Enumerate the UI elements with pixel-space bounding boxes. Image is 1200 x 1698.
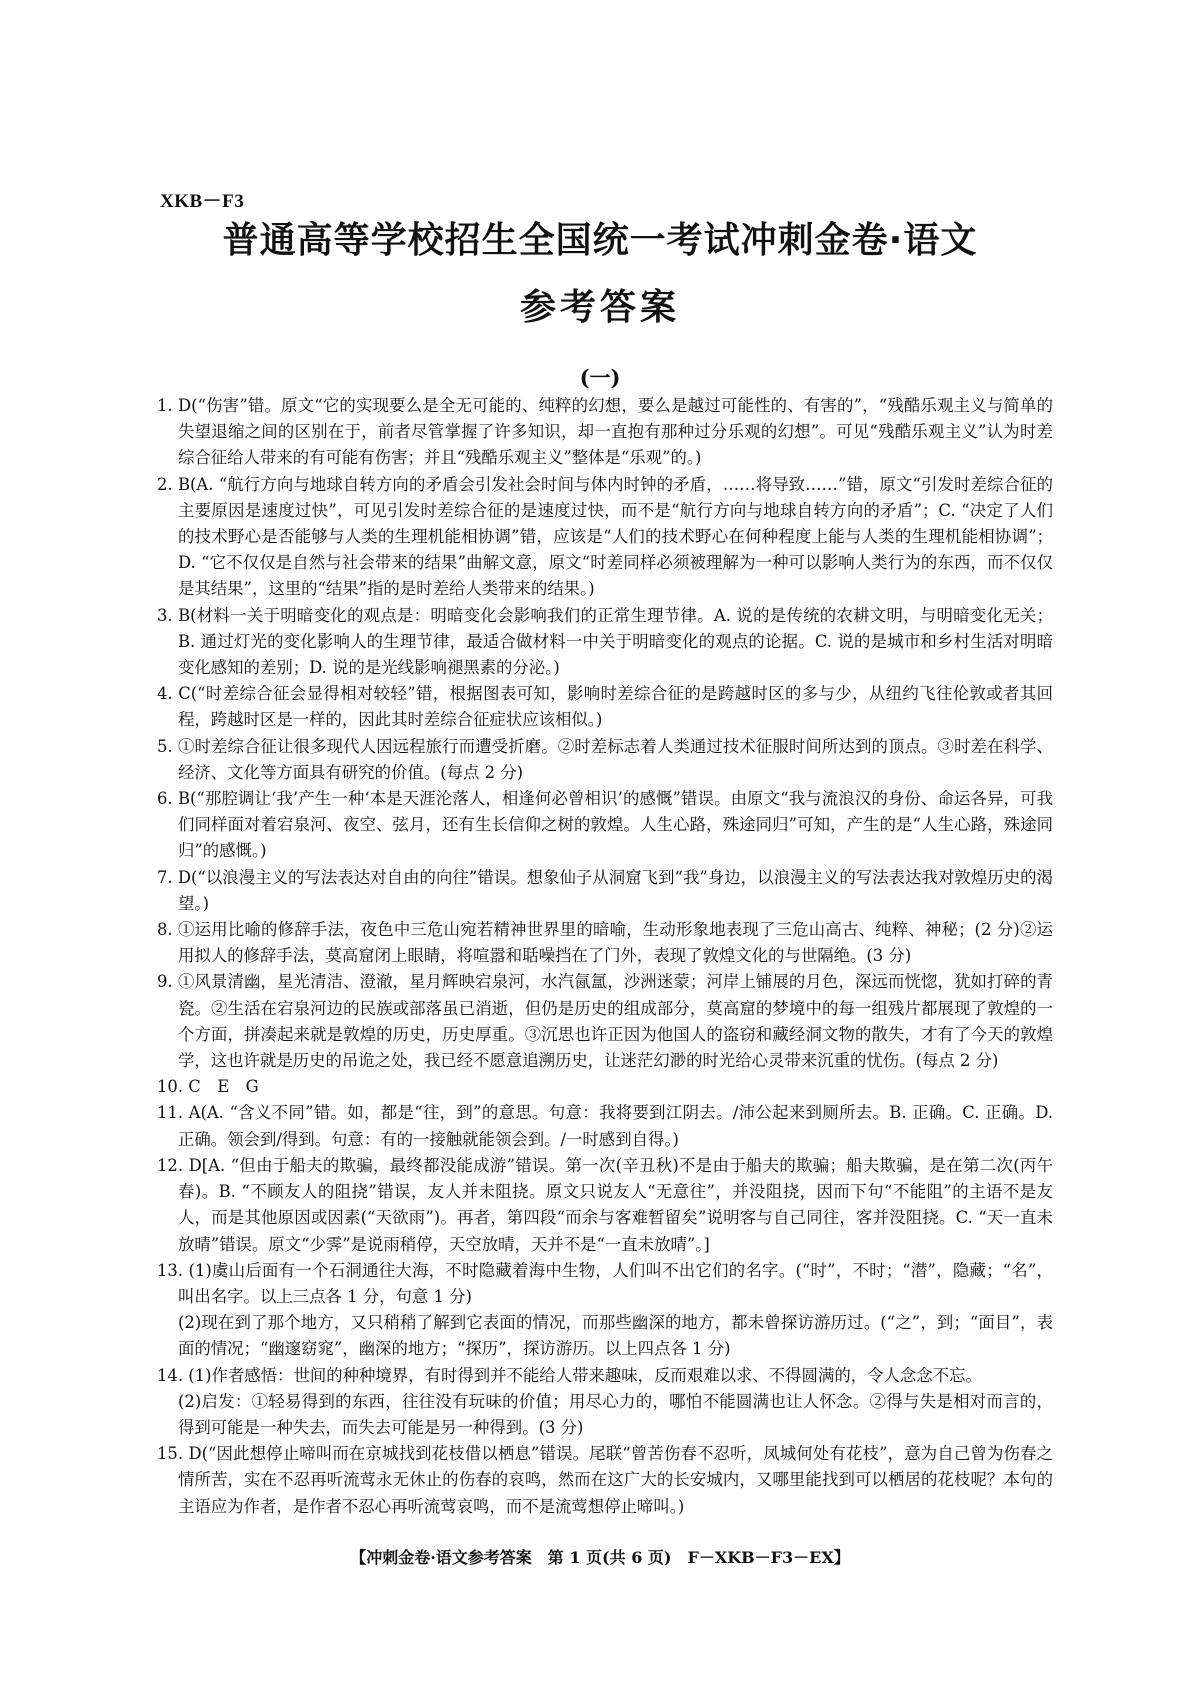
answer-item-4: 4. C(“时差综合征会显得相对较轻”错，根据图表可知，影响时差综合征的是跨越时区的多与少，从纽约飞往伦敦或者其回程，跨越时区是一样的，因此其时差综合征症状应该相似。) — [157, 684, 1053, 730]
answer-item-3: 3. B(材料一关于明暗变化的观点是：明暗变化会影响我们的正常生理节律。A. 说的是传统的农耕文明，与明暗变化无关；B. 通过灯光的变化影响人的生理节律，最适合做材料一中关于明暗变化的观点的论据。C. 说的是城市和乡村生活对明暗变化感知的差别；D. 说的是光线影响褪黑素的分泌。) — [157, 605, 1053, 678]
answer-list — [157, 393, 1053, 1520]
answer-item-11: 11. A(A. “含义不同”错。如，都是“往，到”的意思。句意：我将要到江阴去。/沛公起来到厕所去。B. 正确。C. 正确。D. 正确。领会到/得到。句意：有的一接触就能领会到。/一时感到自得。) — [157, 1103, 1053, 1149]
answer-item-5: 5. ①时差综合征让很多现代人因远程旅行而遭受折磨。②时差标志着人类通过技术征服时间所达到的顶点。③时差在科学、经济、文化等方面具有研究的价值。(每点 2 分) — [157, 736, 1053, 782]
answer-item-13-part-2: (2)现在到了那个地方，又只稍稍了解到它表面的情况，而那些幽深的地方，都未曾探访游历过。(“之”，到；“面目”，表面的情况；“幽邃窈窕”，幽深的地方；“探历”，探访游历。以上四点各 1 分) — [178, 1313, 1053, 1359]
answer-item-2: 2. B(A. “航行方向与地球自转方向的矛盾会引发社会时间与体内时钟的矛盾，……将导致……”错，原文“引发时差综合征的主要原因是速度过快”，可见引发时差综合征的是速度过快，而不是“航行方向与地球自转方向的矛盾”；C. “决定了人们的技术野心是否能够与人类的生理机能相协调”错，应该是“人们的技术野心在何种程度上能与人类的生理机能相协调”；D. “它不仅仅是自然与社会带来的结果”曲解文意，原文“时差同样必须被理解为一种可以影响人类行为的东西，而不仅仅是其结果”，这里的“结果”指的是时差给人类带来的结果。) — [157, 474, 1053, 599]
answer-item-7: 7. D(“以浪漫主义的写法表达对自由的向往”错误。想象仙子从洞窟飞到“我”身边，以浪漫主义的写法表达我对敦煌历史的渴望。) — [157, 867, 1053, 913]
answer-item-14-part-1: 14. (1)作者感悟：世间的种种境界，有时得到并不能给人带来趣味，反而艰难以求、不得圆满的，令人念念不忘。 — [157, 1365, 982, 1385]
answer-item-6: 6. B(“那腔调让‘我’产生一种‘本是天涯沦落人，相逢何必曾相识’的感慨”错误。由原文“我与流浪汉的身份、命运各异，可我们同样面对着宕泉河、夜空、弦月，还有生长信仰之树的敦煌。人生心路，殊途同归”可知，产生的是“人生心路，殊途同归”的感慨。) — [157, 789, 1053, 861]
answer-item-8: 8. ①运用比喻的修辞手法，夜色中三危山宛若精神世界里的暗喻，生动形象地表现了三危山高古、纯粹、神秘；(2 分)②运用拟人的修辞手法，莫高窟闭上眼睛，将喧嚣和聒噪挡在了门外，表现了敦煌文化的与世隔绝。(3 分) — [157, 920, 1053, 966]
answer-item-14-part-2: (2)启发：①轻易得到的东西，往往没有玩味的价值；用尽心力的，哪怕不能圆满也让人怀念。②得与失是相对而言的，得到可能是一种失去，而失去可能是另一种得到。(3 分) — [178, 1391, 1053, 1437]
answer-item-13-part-1: 13. (1)虞山后面有一个石洞通往大海，不时隐藏着海中生物，人们叫不出它们的名字。(“时”，不时；“潜”，隐藏；“名”，叫出名字。以上三点各 1 分，句意 1 分) — [157, 1260, 1053, 1306]
answer-item-1: 1. D(“伤害”错。原文“它的实现要么是全无可能的、纯粹的幻想，要么是越过可能性的、有害的”，“残酷乐观主义与简单的失望退缩之间的区别在于，前者尽管掌握了许多知识，却一直抱有那种过分乐观的幻想”。可见“残酷乐观主义”认为时差综合征给人带来的有可能有伤害；并且“残酷乐观主义”整体是“乐观”的。) — [157, 396, 1053, 468]
answer-item-10: 10. C E G — [157, 1077, 259, 1097]
answer-item-14 — [157, 1363, 1053, 1442]
exam-code: XKB－F3 — [160, 191, 245, 212]
answer-item-12: 12. D[A. “但由于船夫的欺骗，最终都没能成游”错误。第一次(辛丑秋)不是由于船夫的欺骗；船夫欺骗，是在第二次(丙午春)。B. “不顾友人的阻挠”错误，友人并未阻挠。原文只说友人“无意往”，并没阻挠，因而下句“不能阻”的主语不是友人，而是其他原因或因素(“天欲雨”)。再者，第四段“而余与客难暂留矣”说明客与自己同往，客并没阻挠。C. “天一直未放晴”错误。原文“少霁”是说雨稍停，天空放晴，天并不是“一直未放晴”。] — [157, 1155, 1053, 1254]
page-subtitle: 参考答案 — [519, 287, 680, 328]
page-title: 普通高等学校招生全国统一考试冲刺金卷·语文 — [222, 220, 978, 261]
answer-item-15: 15. D(“因此想停止啼叫而在京城找到花枝借以栖息”错误。尾联“曾苦伤春不忍听，凤城何处有花枝”，意为自己曾为伤春之情所苦，实在不忍再听流莺永无休止的伤春的哀鸣，然而在这广大的长安城内，又哪里能找到可以栖居的花枝呢？本句的主语应为作者，是作者不忍心再听流莺哀鸣，而不是流莺想停止啼叫。) — [157, 1444, 1053, 1516]
page-footer: 【冲刺金卷·语文参考答案 第 1 页(共 6 页) F－XKB－F3－EX】 — [350, 1548, 850, 1567]
answer-item-13 — [157, 1258, 1053, 1363]
answer-item-9: 9. ①风景清幽，星光清洁、澄澈，星月辉映宕泉河，水汽氤氲，沙洲迷蒙；河岸上铺展的月色，深远而恍惚，犹如打碎的青瓷。②生活在宕泉河边的民族或部落虽已消逝，但仍是历史的组成部分，莫高窟的梦境中的每一组残片都展现了敦煌的一个方面，拼凑起来就是敦煌的历史，历史厚重。③沉思也许正因为他国人的盗窃和藏经洞文物的散失，才有了今天的敦煌学，这也许就是历史的吊诡之处，我已经不愿意追溯历史，让迷茫幻渺的时光给心灵带来沉重的忧伤。(每点 2 分) — [157, 972, 1053, 1071]
section-heading: (一) — [579, 365, 621, 390]
